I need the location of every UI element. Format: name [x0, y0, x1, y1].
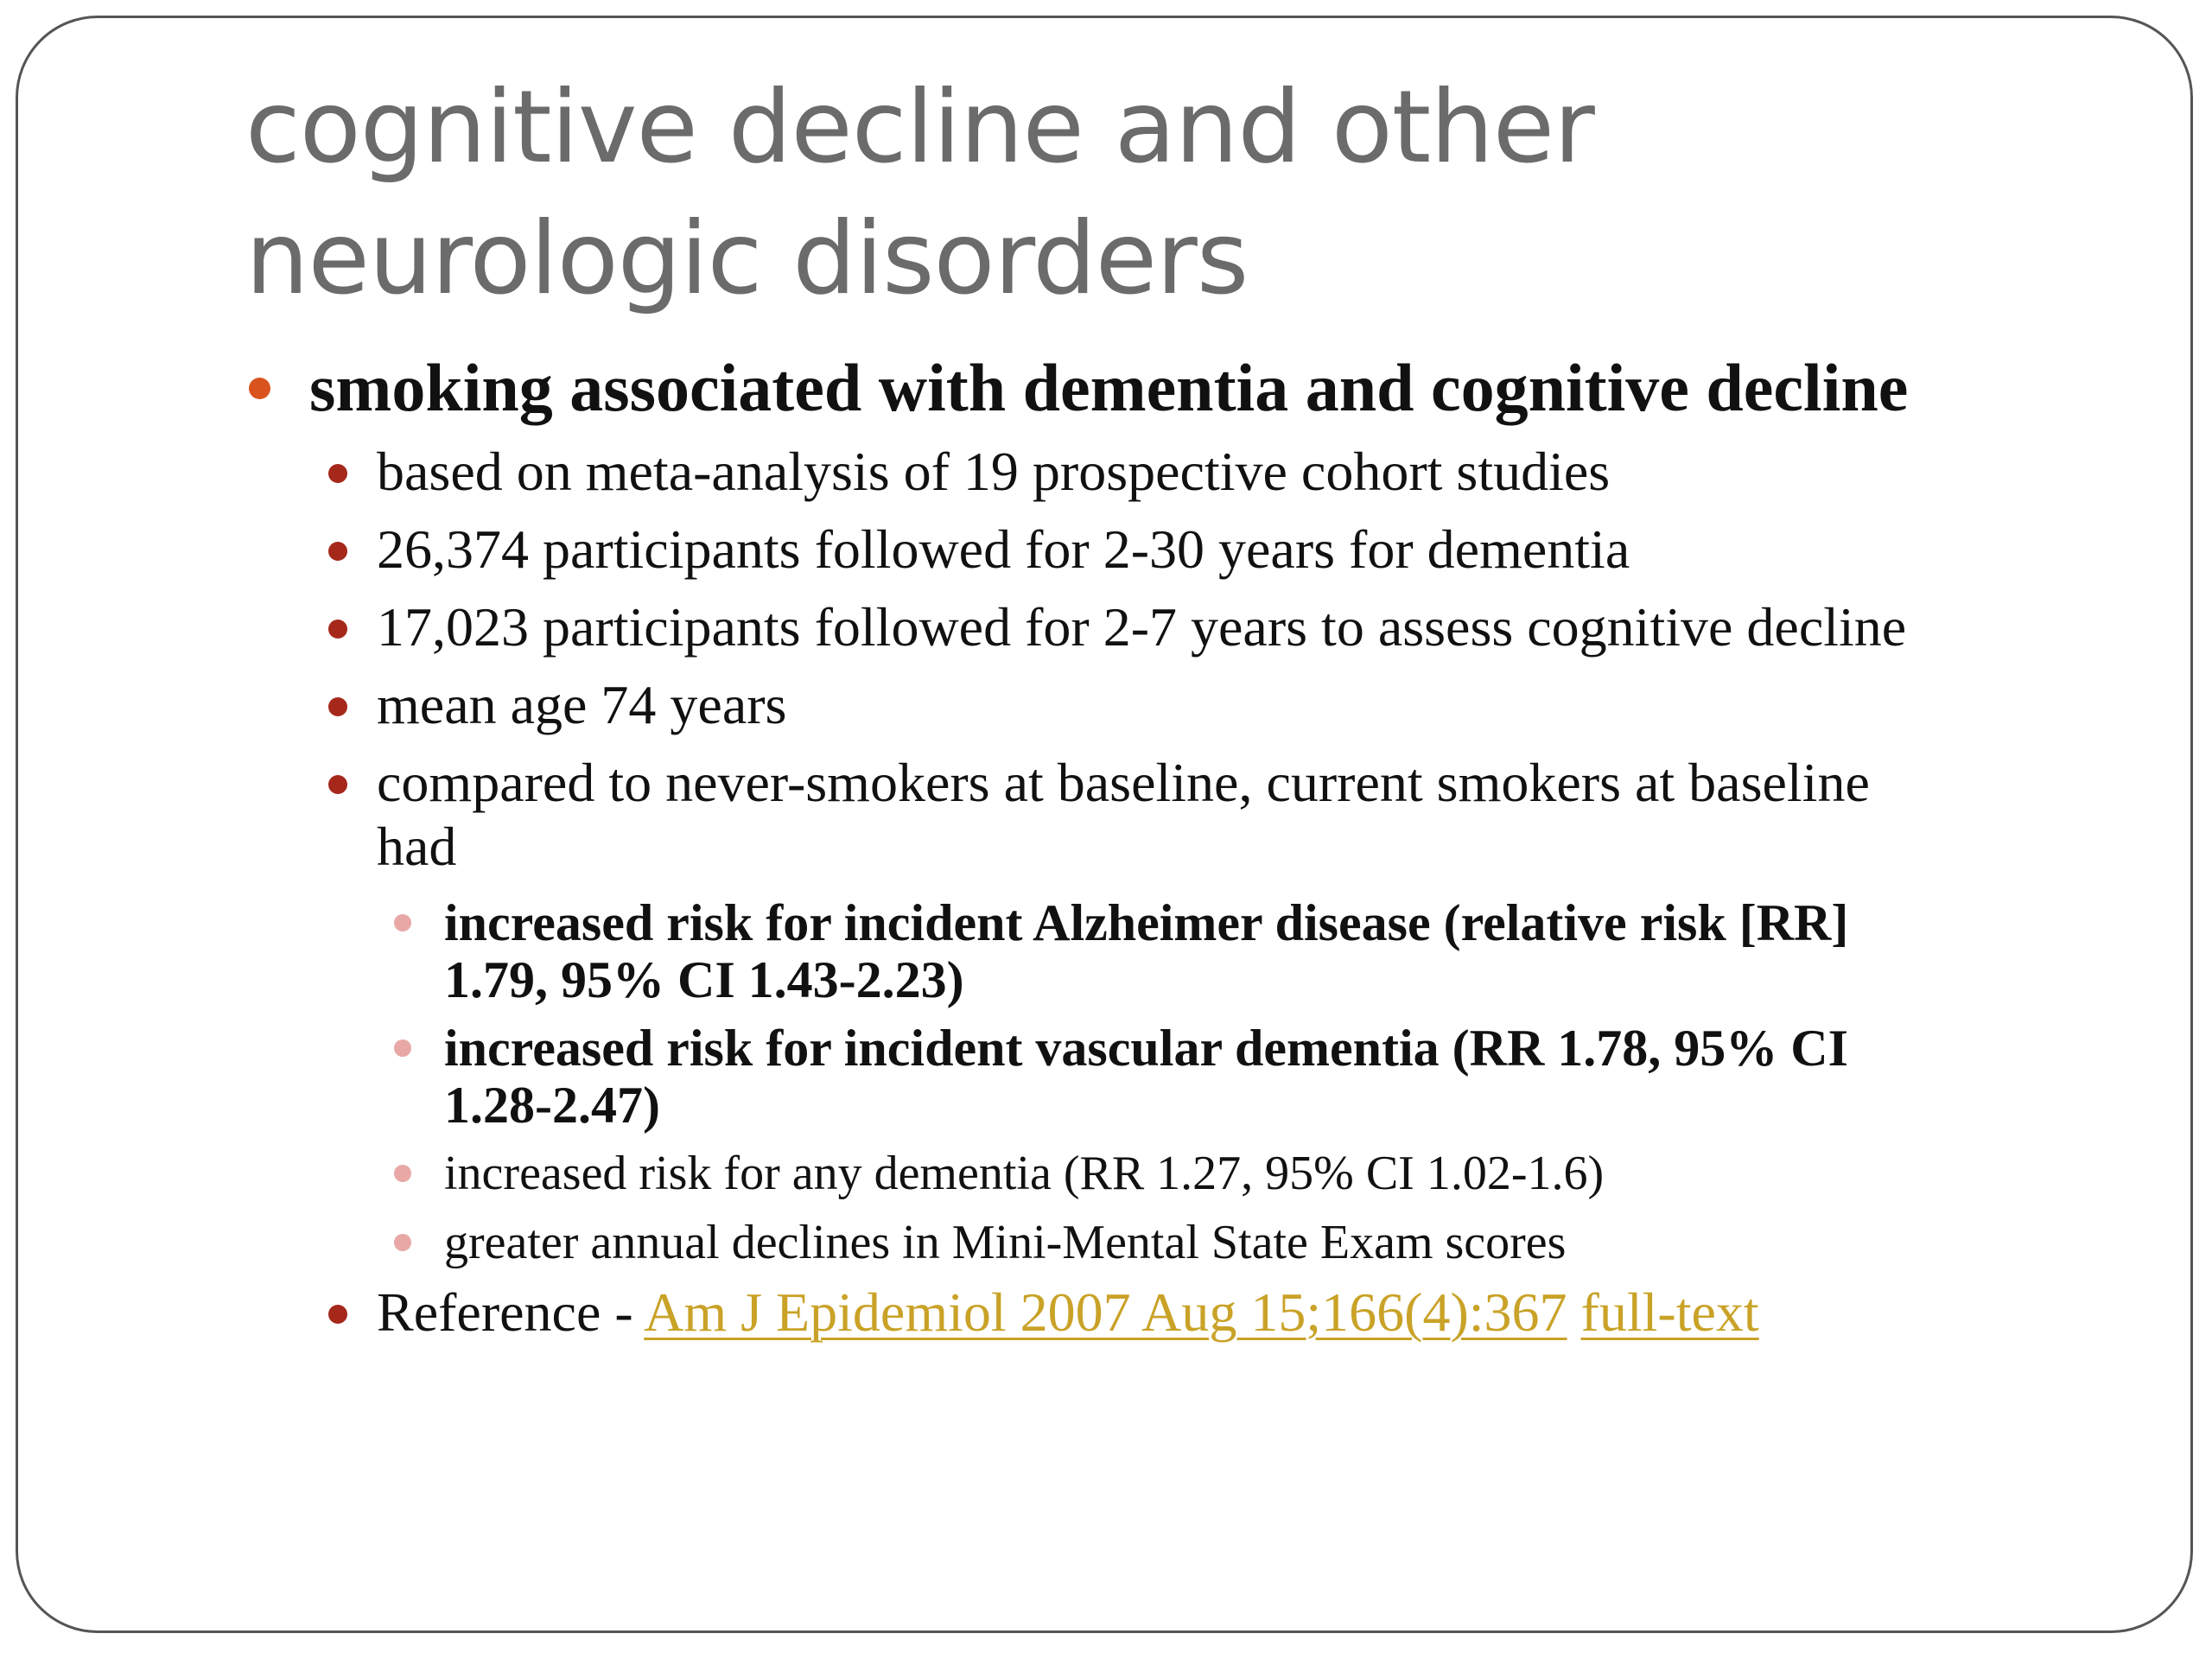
- slide-title: cognitive decline and other neurologic disorders: [245, 69, 1594, 317]
- bullet-dot-level2: [328, 464, 347, 483]
- finding-alzheimer-line1: increased risk for incident Alzheimer disease (relative risk [RR]: [444, 894, 1849, 951]
- bullet-dot-level1: [249, 378, 270, 399]
- bullet-dot-level3: [394, 1039, 411, 1057]
- bullet-dot-level3: [394, 1165, 411, 1182]
- sub-bullet-meta-analysis: based on meta-analysis of 19 prospective cohort studies: [377, 441, 1611, 502]
- finding-vascular-line2: 1.28-2.47): [444, 1077, 660, 1134]
- bullet-dot-level2: [328, 697, 347, 716]
- finding-any-dementia: increased risk for any dementia (RR 1.27, 95% CI 1.02-1.6): [444, 1147, 1605, 1200]
- sub-bullet-compared-line2: had: [377, 816, 457, 877]
- bullet-dot-level2: [328, 775, 347, 794]
- reference-line: [377, 1281, 1759, 1344]
- sub-bullet-cognitive-participants: 17,023 participants followed for 2-7 years to assess cognitive decline: [377, 596, 1907, 658]
- sub-bullet-compared-line1: compared to never-smokers at baseline, current smokers at baseline: [377, 752, 1870, 813]
- main-bullet-text: smoking associated with dementia and cognitive decline: [309, 350, 1909, 425]
- finding-vascular-line1: increased risk for incident vascular dementia (RR 1.78, 95% CI: [444, 1020, 1848, 1077]
- finding-alzheimer-line2: 1.79, 95% CI 1.43-2.23): [444, 951, 964, 1008]
- reference-label: Reference -: [377, 1281, 645, 1343]
- bullet-dot-level2: [328, 542, 347, 561]
- reference-fulltext-link[interactable]: full-text: [1580, 1281, 1759, 1343]
- bullet-dot-level2: [328, 620, 347, 639]
- bullet-dot-level3: [394, 1234, 411, 1251]
- bullet-dot-level2: [328, 1305, 347, 1324]
- finding-mmse: greater annual declines in Mini-Mental State Exam scores: [444, 1216, 1567, 1269]
- sub-bullet-dementia-participants: 26,374 participants followed for 2-30 years for dementia: [377, 518, 1630, 580]
- bullet-dot-level3: [394, 914, 411, 931]
- reference-citation-link[interactable]: Am J Epidemiol 2007 Aug 15;166(4):367: [644, 1281, 1567, 1343]
- sub-bullet-mean-age: mean age 74 years: [377, 674, 787, 735]
